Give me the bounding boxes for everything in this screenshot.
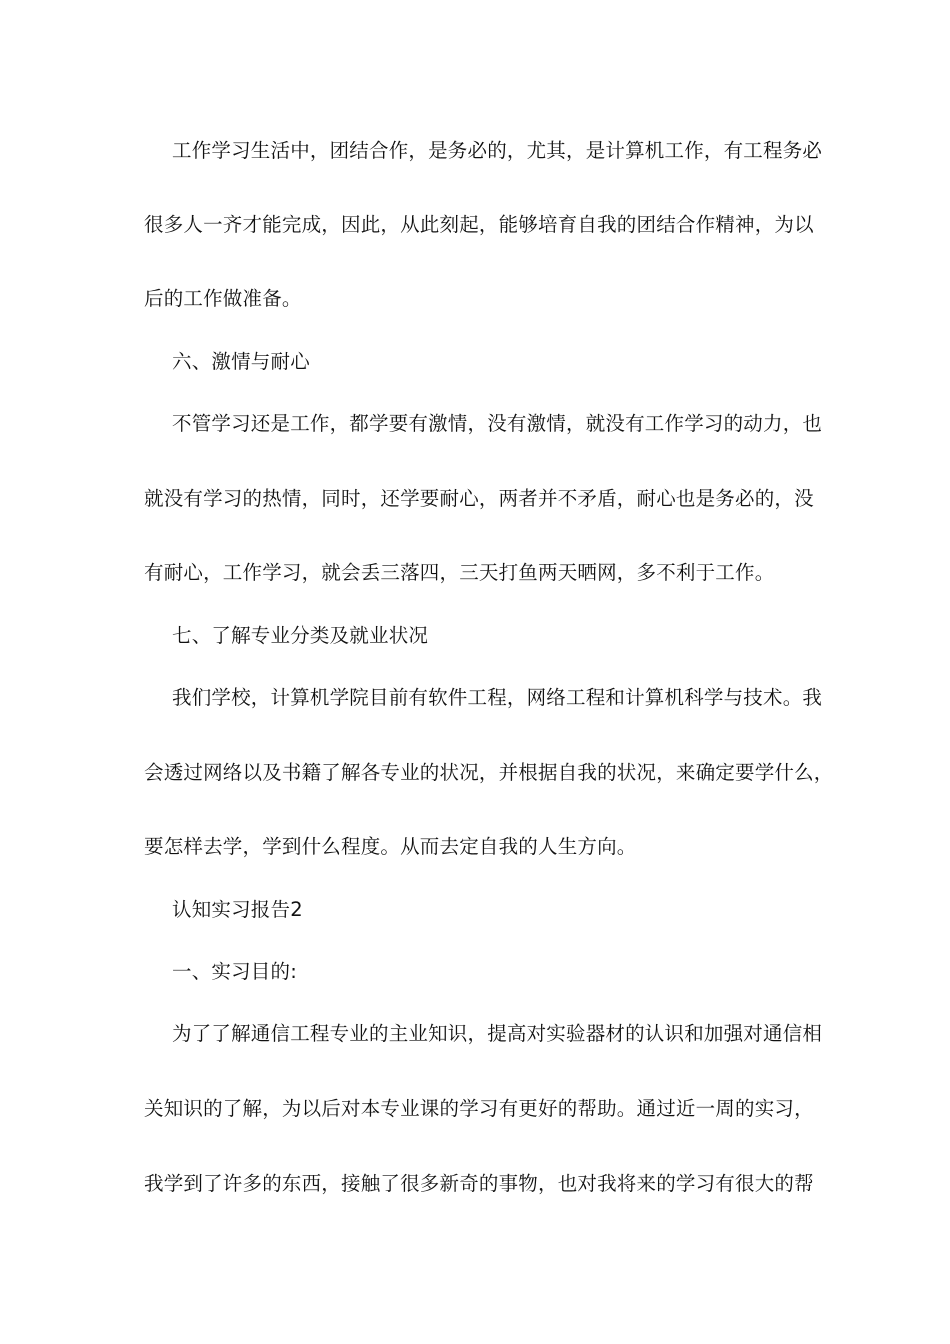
paragraph-line: 要怎样去学，学到什么程度。从而去定自我的人生方向。	[144, 835, 637, 858]
paragraph-line: 就没有学习的热情，同时，还学要耐心，两者并不矛盾，耐心也是务必的，没	[144, 487, 814, 510]
paragraph-line: 会透过网络以及书籍了解各专业的状况，并根据自我的状况，来确定要学什么，	[144, 761, 834, 784]
paragraph-line: 关知识的了解，为以后对本专业课的学习有更好的帮助。通过近一周的实习，	[144, 1097, 814, 1120]
paragraph-line: 有耐心，工作学习，就会丢三落四，三天打鱼两天晒网，多不利于工作。	[144, 561, 775, 584]
paragraph-line: 不管学习还是工作，都学要有激情，没有激情，就没有工作学习的动力，也	[172, 412, 823, 435]
paragraph-line: 后的工作做准备。	[144, 287, 302, 310]
paragraph-line: 为了了解通信工程专业的主业知识，提高对实验器材的认识和加强对通信相	[172, 1022, 823, 1045]
section-heading: 一、实习目的:	[172, 960, 297, 983]
section-heading: 六、激情与耐心	[172, 350, 310, 373]
paragraph-line: 我学到了许多的东西，接触了很多新奇的事物，也对我将来的学习有很大的帮	[144, 1172, 814, 1195]
paragraph-line: 我们学校，计算机学院目前有软件工程，网络工程和计算机科学与技术。我	[172, 686, 823, 709]
report-title: 认知实习报告2	[172, 898, 303, 921]
section-heading: 七、了解专业分类及就业状况	[172, 624, 429, 647]
paragraph-line: 很多人一齐才能完成，因此，从此刻起，能够培育自我的团结合作精神，为以	[144, 213, 814, 236]
paragraph-line: 工作学习生活中，团结合作，是务必的，尤其，是计算机工作，有工程务必	[172, 139, 823, 162]
